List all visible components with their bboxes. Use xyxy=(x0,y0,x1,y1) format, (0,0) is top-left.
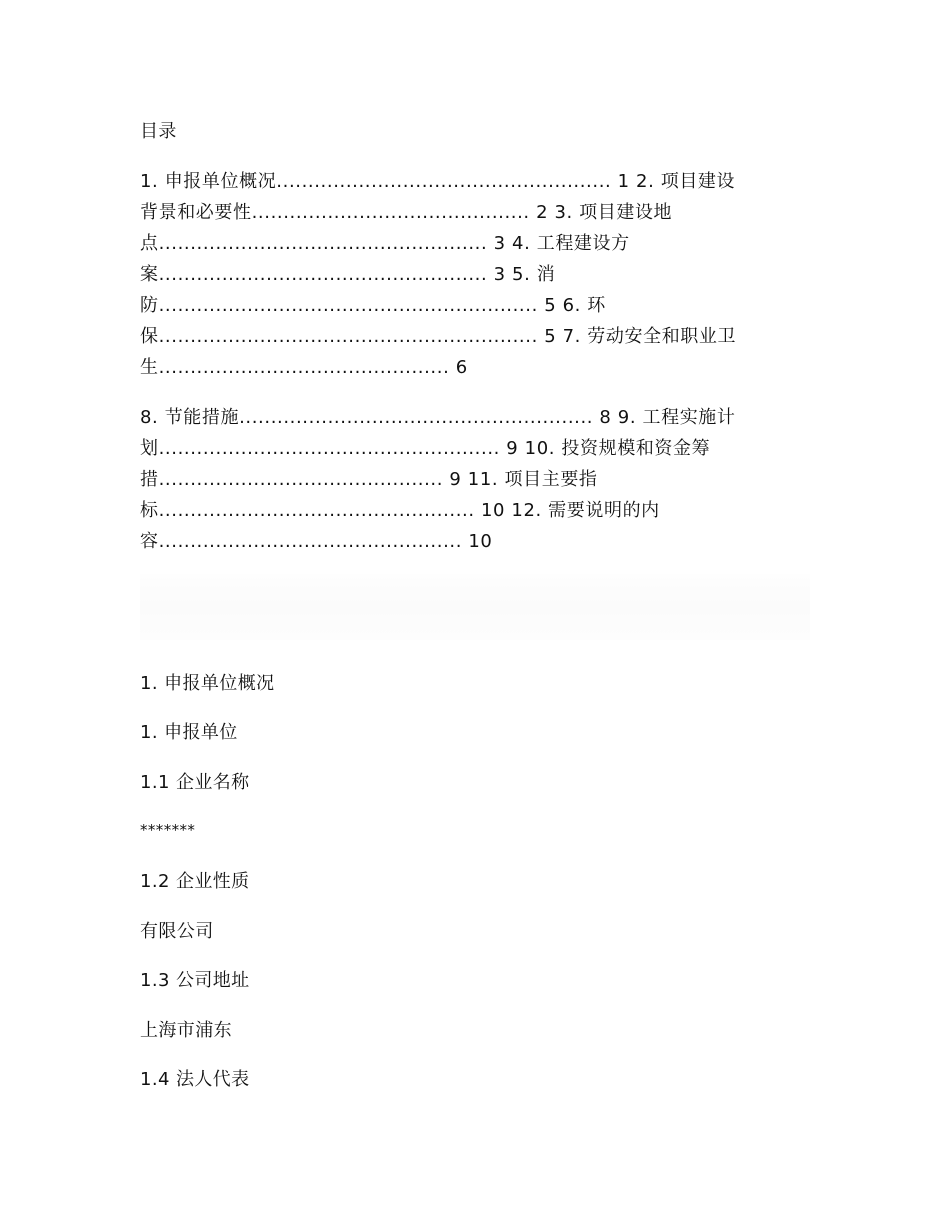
toc-line: 保............................................................ 5 7. 劳动安全和职业卫 xyxy=(140,326,737,347)
toc-line: 容................................................ 10 xyxy=(140,531,493,552)
field-heading: 1.3 公司地址 xyxy=(140,970,250,991)
field-heading: 1.2 企业性质 xyxy=(140,871,250,892)
field-value: ******* xyxy=(140,821,196,839)
subsection-title: 1. 申报单位 xyxy=(140,722,238,743)
toc-line: 生.............................................. 6 xyxy=(140,357,468,378)
field-heading: 1.1 企业名称 xyxy=(140,772,250,793)
field-heading: 1.4 法人代表 xyxy=(140,1069,250,1090)
toc-line: 划...................................................... 9 10. 投资规模和资金筹 xyxy=(140,438,711,459)
toc-line: 点.................................................... 3 4. 工程建设方 xyxy=(140,233,630,254)
toc-line: 8. 节能措施........................................................ 8 9. 工程实施计 xyxy=(140,407,736,428)
toc-line: 案.................................................... 3 5. 消 xyxy=(140,264,556,285)
toc-line: 1. 申报单位概况..................................................... 1 2. 项目建设 xyxy=(140,171,736,192)
toc-title: 目录 xyxy=(140,121,177,142)
toc-line: 防............................................................ 5 6. 环 xyxy=(140,295,606,316)
faint-watermark-band xyxy=(140,574,810,640)
field-value: 有限公司 xyxy=(140,921,214,942)
toc-line: 背景和必要性............................................ 2 3. 项目建设地 xyxy=(140,202,673,223)
toc-line: 标.................................................. 10 12. 需要说明的内 xyxy=(140,500,660,521)
toc-line: 措............................................. 9 11. 项目主要指 xyxy=(140,469,598,490)
section-title: 1. 申报单位概况 xyxy=(140,673,275,694)
field-value: 上海市浦东 xyxy=(140,1020,232,1041)
